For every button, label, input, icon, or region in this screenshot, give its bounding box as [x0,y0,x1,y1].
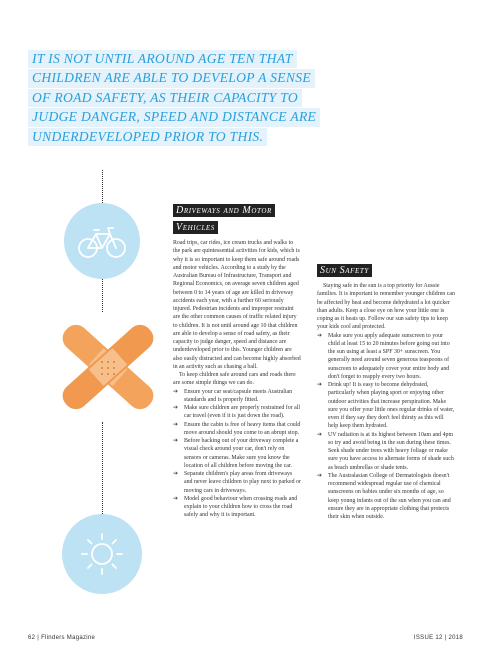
paragraph: Staying safe in the sun is a top priority for Aussie families. It is important to remember younger children can be affected by heat and become dehydrated a lot quicker than adults. Keep a close eye on how your little one is coping as it heats up. Follow our sun safety tips to keep your kids cool and protected. [317,283,455,331]
pull-quote [28,50,348,147]
dotted-divider [102,422,103,514]
column-sun-safety [317,282,455,521]
list-item: ➔ Model good behaviour when crossing roads and explain to your children how to cross the road safely and why it is important. [173,495,301,520]
footer-page-info: 62 | Flinders Magazine [28,635,96,641]
list-item: ➔ Make sure children are properly restrained for all car travel (even if it is just down the road). [173,404,301,421]
bicycle-icon [64,203,140,279]
footer-issue: ISSUE 12 | 2018 [413,635,463,641]
dotted-divider [102,170,103,203]
bandage-icon [48,312,168,422]
pull-quote-line: IT IS NOT UNTIL AROUND AGE TEN THAT [28,50,297,68]
pull-quote-line: JUDGE DANGER, SPEED AND DISTANCE ARE [28,108,320,126]
paragraph: Road trips, car rides, ice cream trucks and walks to the park are quintessential activities for kids, which is why it is so important to keep them safe around roads and motor vehicles. According to a study by the Australian Bureau of Infrastructure, Transport and Regional Economics, on average seven children aged between 0 to 14 years of age are killed in driveway accidents each year, with a further 60 seriously injured. Pedestrian incidents and improper restraint are the other common causes of traffic related injury to children. It is not until around age 10 that children are able to develop a sense of road safety, as their capacity to judge danger, speed and distance are underdeveloped prior to this. Younger children are also easily distracted and can become highly absorbed in an activity such as chasing a ball. [173,240,301,370]
bullet-list [173,388,301,520]
sun-icon [62,514,142,594]
list-item: ➔ Separate children's play areas from driveways and never leave children to play next to parked or moving cars in driveways. [173,470,301,495]
list-item: ➔ The Australasian College of Dermatologists doesn't recommend widespread regular use of chemical sunscreens on babies under six months of age, so keep young infants out of the sun when you can and ensure they are in appropriate clothing that protects their skin when outside. [317,472,455,522]
list-item: ➔ Before backing out of your driveway complete a visual check around your car, don't rely on sensors or cameras. Make sure you know the location of all children before moving the car. [173,437,301,470]
list-item: ➔ UV radiation is at its highest between 10am and 4pm so try and avoid being in the sun during these times. Seek shade under trees with heavy foliage or make sure you have access to alternate forms of shade such as beach umbrellas or shade tents. [317,431,455,472]
paragraph: To keep children safe around cars and roads there are some simple things we can do. [173,372,296,387]
list-item: ➔ Make sure you apply adequate sunscreen to your child at least 15 to 20 minutes before going out into the sun using at least a SPF 30+ sunscreen. You generally need around seven generous teaspoons of sunscreen to adequately cover your entire body and don't forget to reapply every two hours. [317,332,455,382]
sun-circle [62,514,142,594]
list-item: ➔ Drink up! It is easy to become dehydrated, particularly when playing sport or enjoying other outdoor activities that increase perspiration. Make sure you offer your little ones regular drinks of water, even if they say they don't feel thirsty as this will help keep them hydrated. [317,381,455,431]
column-driveways [173,239,301,520]
bullet-list [317,332,455,522]
section-heading-driveways: Vehicles [173,221,218,234]
section-heading-driveways: Driveways and Motor [173,204,275,217]
pull-quote-line: UNDERDEVELOPED PRIOR TO THIS. [28,128,267,146]
list-item: ➔ Ensure your car seat/capsule meets Australian standards and is properly fitted. [173,388,301,405]
pull-quote-line: OF ROAD SAFETY, AS THEIR CAPACITY TO [28,89,302,107]
bicycle-circle [64,203,140,279]
dotted-divider [102,278,103,312]
section-heading-sun-safety: Sun Safety [317,264,372,277]
pull-quote-line: CHILDREN ARE ABLE TO DEVELOP A SENSE [28,69,315,87]
list-item: ➔ Ensure the cabin is free of heavy items that could move around should you come to an abrupt stop. [173,421,301,438]
